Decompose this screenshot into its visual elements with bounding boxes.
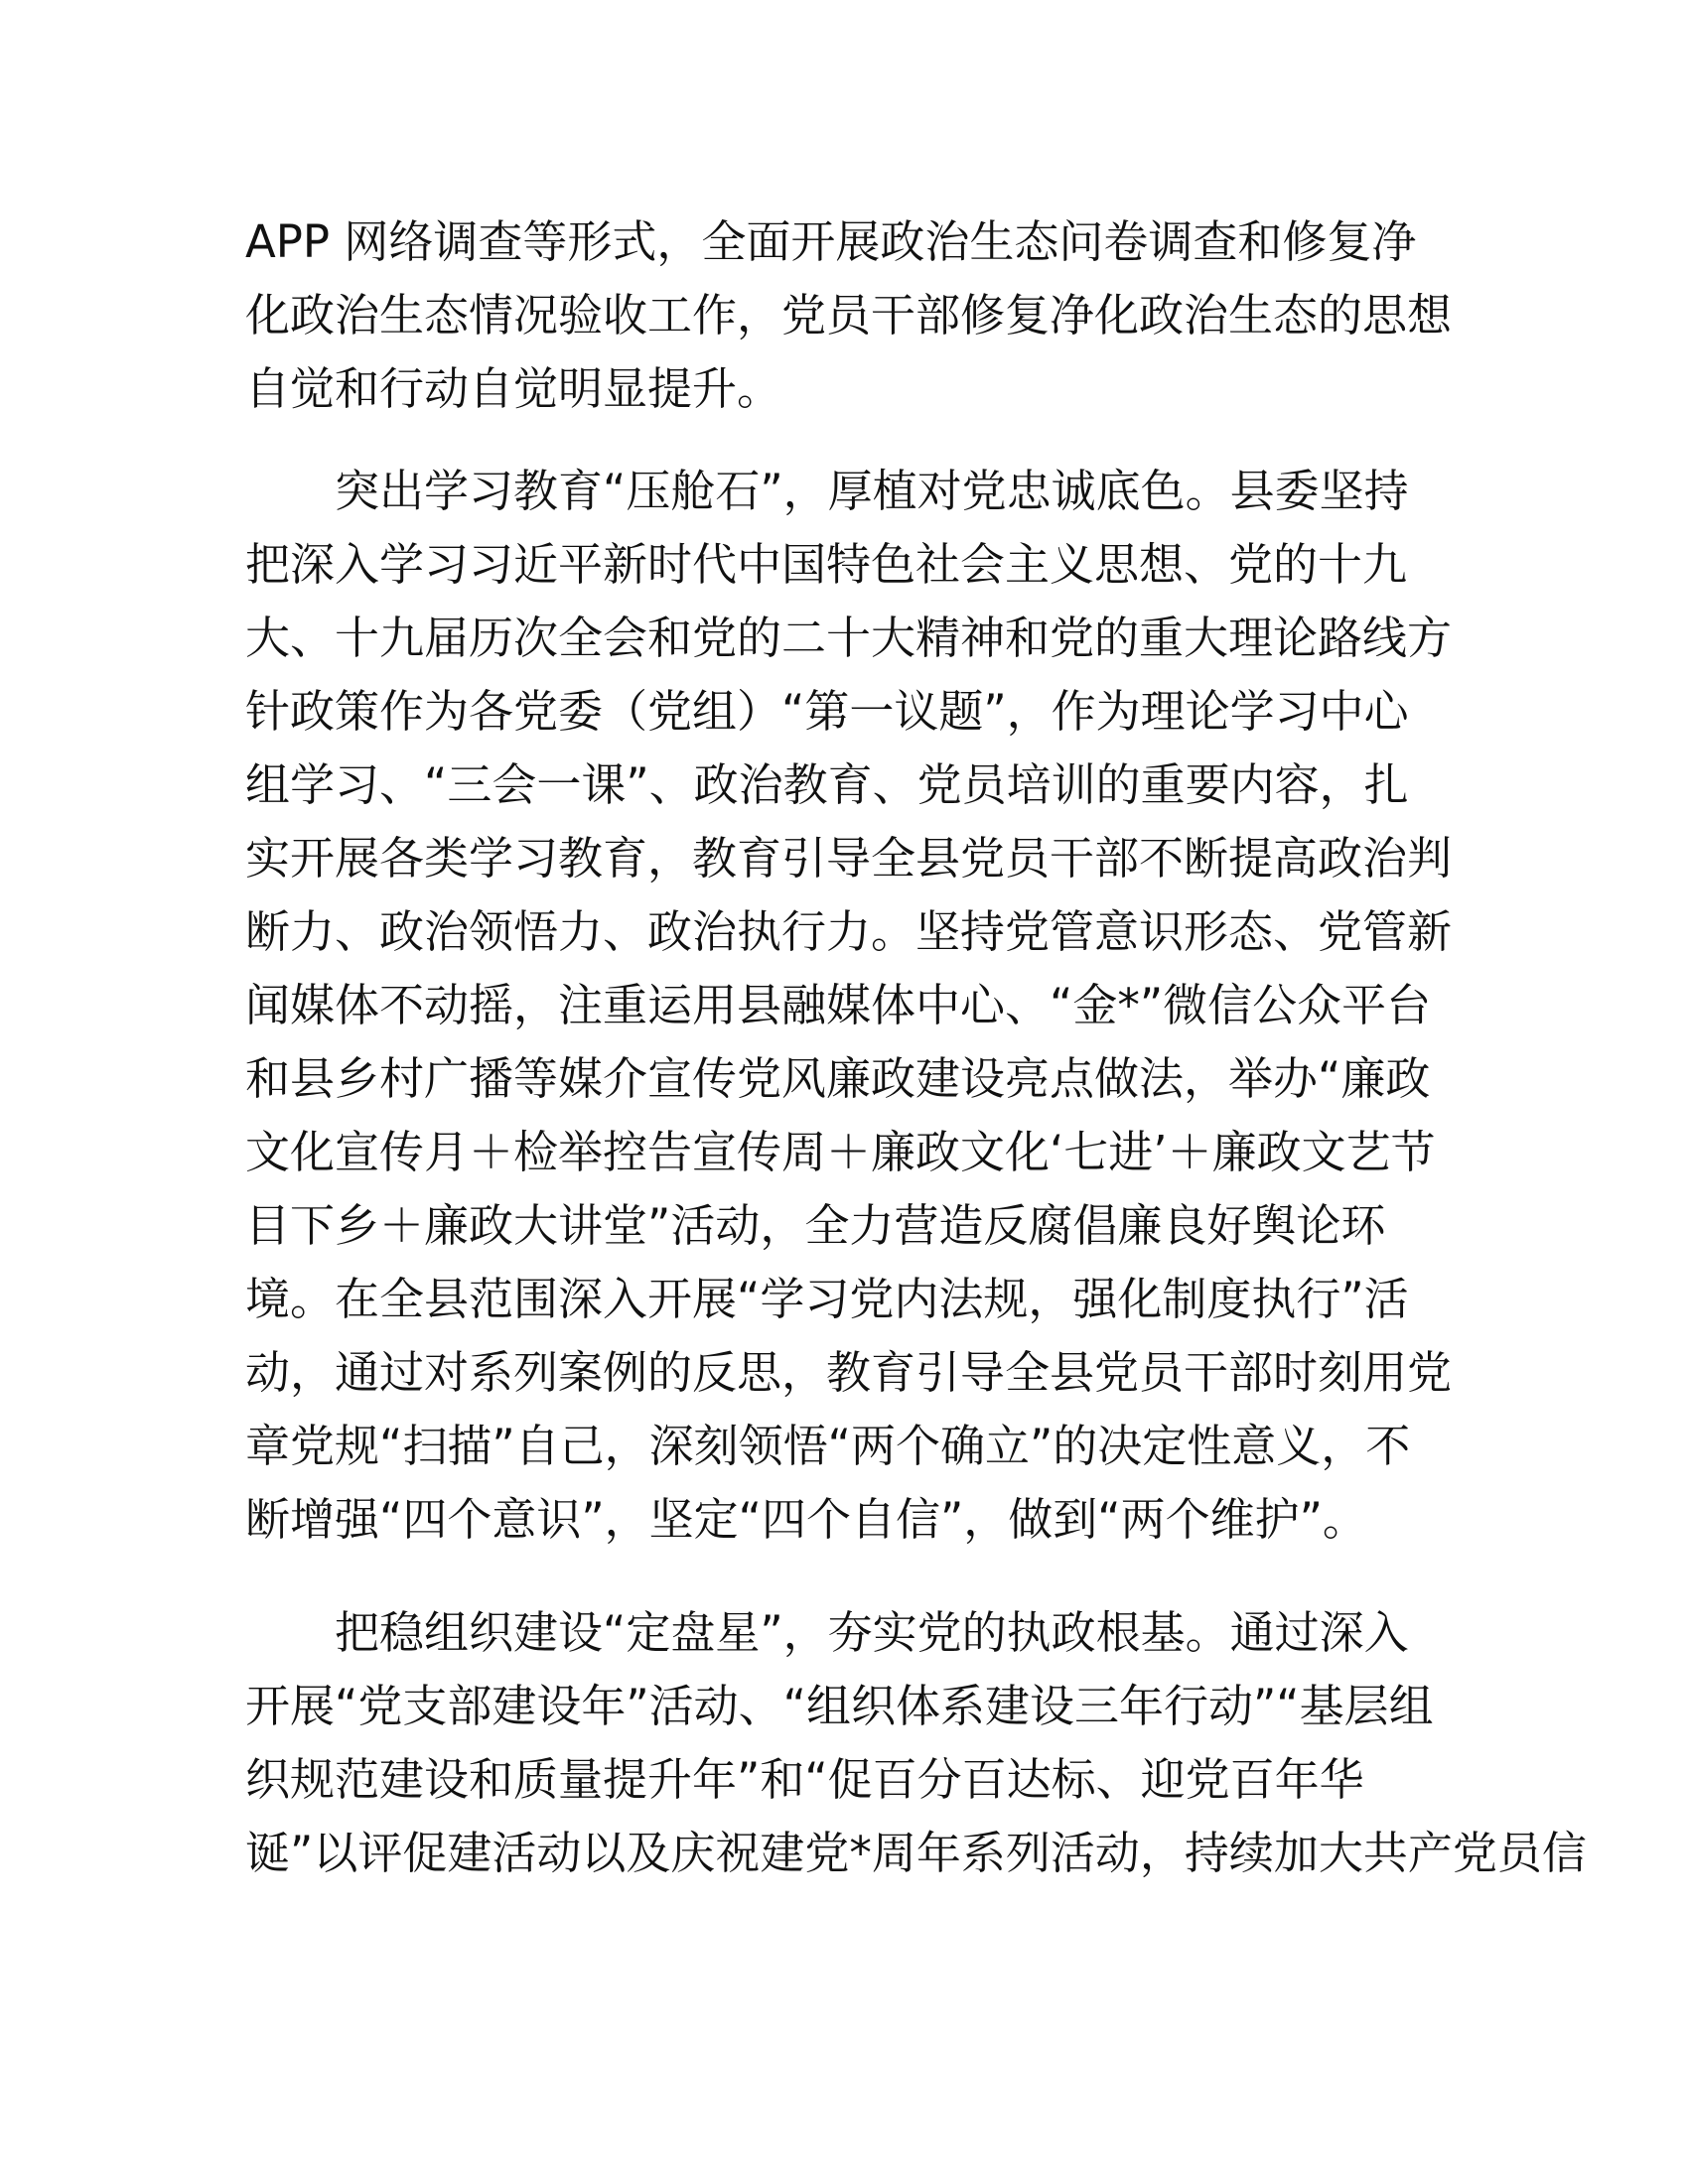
text-line: 章党规“扫描”自己，深刻领悟“两个确立”的决定性意义，不 bbox=[245, 1420, 1411, 1472]
text-line: 把稳组织建设“定盘星”，夯实党的执政根基。通过深入 bbox=[245, 1606, 1409, 1659]
paragraph-2 bbox=[245, 455, 1453, 1557]
text-line: 实开展各类学习教育，教育引导全县党员干部不断提高政治判 bbox=[245, 832, 1453, 885]
text-line: 自觉和行动自觉明显提升。 bbox=[245, 362, 782, 415]
text-line: 断增强“四个意识”，坚定“四个自信”，做到“两个维护”。 bbox=[245, 1493, 1367, 1546]
text-line: 境。在全县范围深入开展“学习党内法规，强化制度执行”活 bbox=[245, 1273, 1409, 1325]
text-line: 文化宣传月＋检举控告宣传周＋廉政文化‘七进’＋廉政文艺节 bbox=[245, 1126, 1436, 1178]
text-line: 诞”以评促建活动以及庆祝建党*周年系列活动，持续加大共产党员信 bbox=[245, 1827, 1587, 1879]
text-line: 闻媒体不动摇，注重运用县融媒体中心、“金*”微信公众平台 bbox=[245, 979, 1432, 1031]
text-line: 大、十九届历次全会和党的二十大精神和党的重大理论路线方 bbox=[245, 612, 1453, 664]
text-line: 和县乡村广播等媒介宣传党风廉政建设亮点做法，举办“廉政 bbox=[245, 1052, 1431, 1105]
text-line: 把深入学习习近平新时代中国特色社会主义思想、党的十九 bbox=[245, 538, 1408, 591]
text-line: 断力、政治领悟力、政治执行力。坚持党管意识形态、党管新 bbox=[245, 905, 1453, 958]
text-line: APP 网络调查等形式，全面开展政治生态问卷调查和修复净 bbox=[245, 215, 1417, 268]
text-line: 组学习、“三会一课”、政治教育、党员培训的重要内容，扎 bbox=[245, 758, 1409, 811]
text-line: 动，通过对系列案例的反思，教育引导全县党员干部时刻用党 bbox=[245, 1346, 1453, 1399]
paragraph-3 bbox=[245, 1596, 1587, 1890]
text-line: 针政策作为各党委（党组）“第一议题”，作为理论学习中心 bbox=[245, 685, 1409, 738]
text-line: 化政治生态情况验收工作，党员干部修复净化政治生态的思想 bbox=[245, 289, 1453, 341]
text-line: 目下乡＋廉政大讲堂”活动，全力营造反腐倡廉良好舆论环 bbox=[245, 1199, 1386, 1252]
text-line: 开展“党支部建设年”活动、“组织体系建设三年行动”“基层组 bbox=[245, 1680, 1434, 1732]
paragraph-1 bbox=[245, 205, 1453, 426]
text-line: 织规范建设和质量提升年”和“促百分百达标、迎党百年华 bbox=[245, 1753, 1364, 1806]
text-line: 突出学习教育“压舱石”，厚植对党忠诚底色。县委坚持 bbox=[245, 465, 1409, 517]
